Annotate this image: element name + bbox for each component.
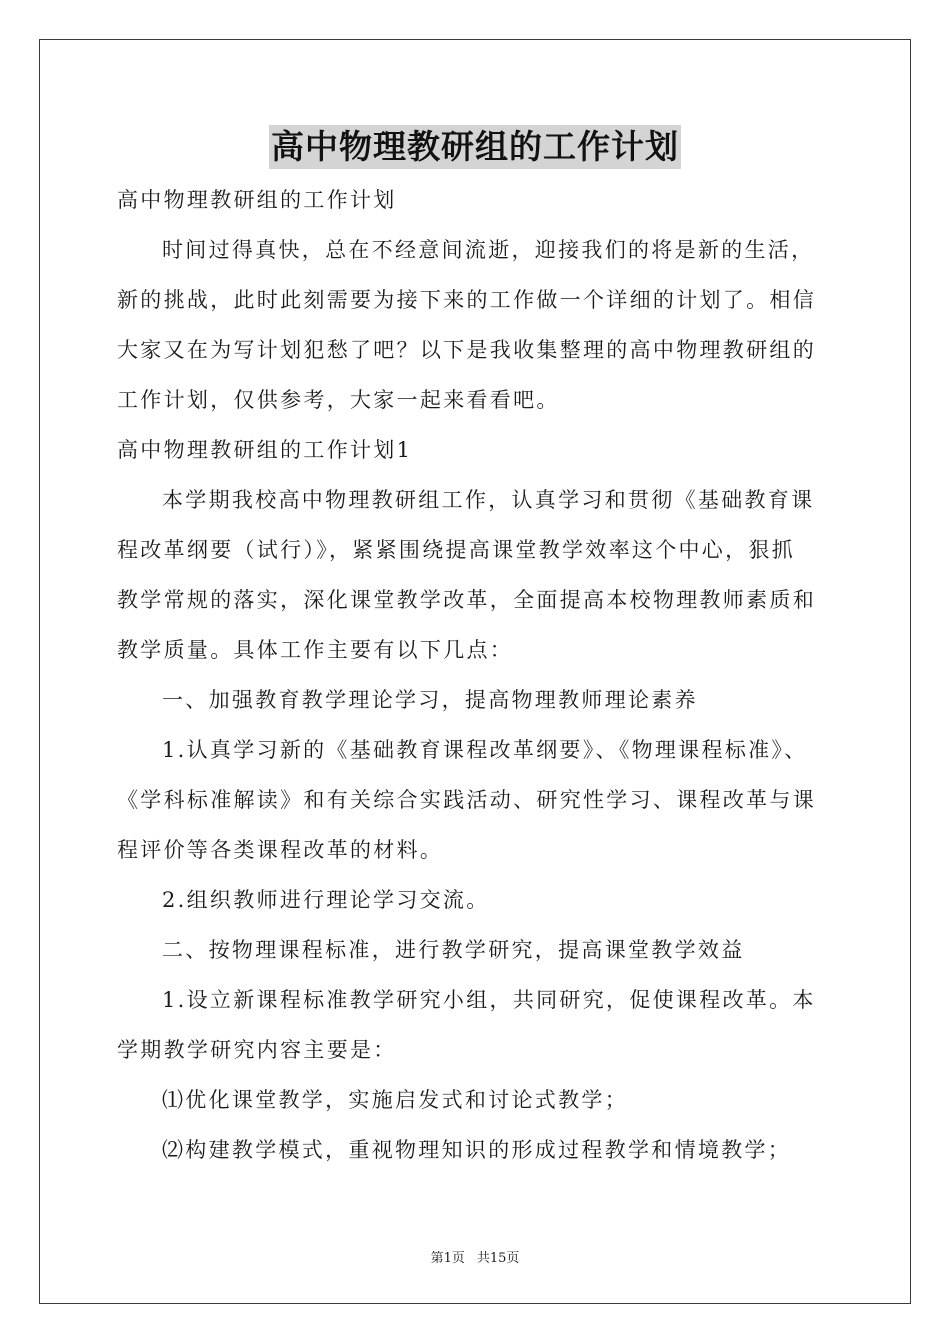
paragraph-line: 新的挑战，此时此刻需要为接下来的工作做一个详细的计划了。相信 <box>117 288 816 312</box>
paragraph-line: 时间过得真快，总在不经意间流逝，迎接我们的将是新的生活， <box>162 238 815 262</box>
page-total: 共15页 <box>476 1251 520 1266</box>
paragraph-line: 大家又在为写计划犯愁了吧？以下是我收集整理的高中物理教研组的 <box>117 338 816 362</box>
paragraph-line: 程改革纲要（试行）》，紧紧围绕提高课堂教学效率这个中心，狠抓 <box>117 538 795 562</box>
page-footer <box>0 1247 950 1266</box>
subtitle-line: 高中物理教研组的工作计划 <box>117 188 397 212</box>
paragraph-line: 工作计划，仅供参考，大家一起来看看吧。 <box>117 388 560 412</box>
paragraph-line: 教学质量。具体工作主要有以下几点： <box>117 638 514 662</box>
list-item: ⑴优化课堂教学，实施启发式和讨论式教学； <box>162 1088 628 1112</box>
paragraph-line: 本学期我校高中物理教研组工作，认真学习和贯彻《基础教育课 <box>162 488 815 512</box>
section-heading: 高中物理教研组的工作计划1 <box>117 438 413 462</box>
list-heading: 一、加强教育教学理论学习，提高物理教师理论素养 <box>162 688 698 712</box>
list-heading: 二、按物理课程标准，进行教学研究，提高课堂教学效益 <box>162 938 745 962</box>
title-container <box>0 125 950 169</box>
list-item: 2.组织教师进行理论学习交流。 <box>162 888 490 912</box>
paragraph-line: 教学常规的落实，深化课堂教学改革，全面提高本校物理教师素质和 <box>117 588 816 612</box>
list-item: 1.设立新课程标准教学研究小组，共同研究，促使课程改革。本 <box>162 988 816 1012</box>
page-number: 第1页 <box>430 1251 465 1266</box>
paragraph-line: 《学科标准解读》和有关综合实践活动、研究性学习、课程改革与课 <box>117 788 816 812</box>
paragraph-line: 程评价等各类课程改革的材料。 <box>117 838 444 862</box>
list-item: 1.认真学习新的《基础教育课程改革纲要》、《物理课程标准》、 <box>162 738 808 762</box>
paragraph-line: 学期教学研究内容主要是： <box>117 1038 397 1062</box>
list-item: ⑵构建教学模式，重视物理知识的形成过程教学和情境教学； <box>162 1138 792 1162</box>
document-title: 高中物理教研组的工作计划 <box>269 125 681 169</box>
